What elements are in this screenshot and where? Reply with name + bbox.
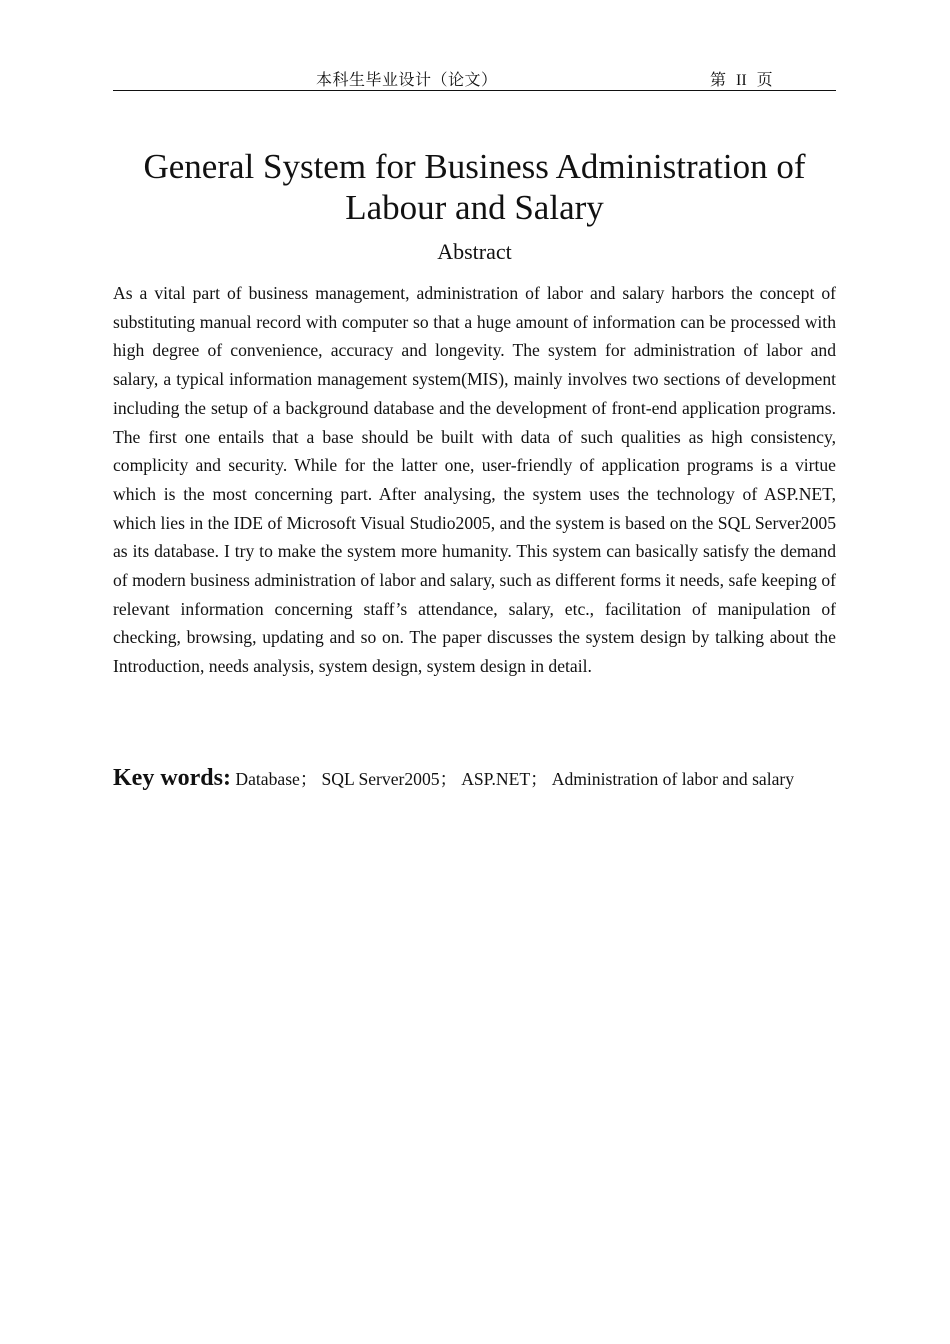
header-thesis-title: 本科生毕业设计（论文） [316, 72, 498, 89]
page-prefix: 第 [710, 72, 727, 89]
abstract-heading: Abstract [437, 239, 512, 264]
page-header [113, 66, 836, 91]
keyword-separator: ； [439, 769, 458, 789]
keyword: Administration of labor and salary [551, 769, 795, 789]
keyword: SQL Server2005 [321, 769, 440, 789]
page-suffix: 页 [756, 72, 773, 89]
document-title: General System for Business Administration of Labour and Salary [143, 147, 806, 227]
keyword: ASP.NET [461, 769, 531, 789]
keyword-separator: ； [530, 769, 548, 789]
abstract-body: As a vital part of business management, administration of labor and salary harbors the concept of substituting manual record with computer so that a huge amount of information can be processed with high degree of convenience, accuracy and longevity. The system for administration of labor and salary, a typical information management system(MIS), mainly involves two sections of development including the setup of a background database and the development of front-end application programs. The first one entails that a base should be built with data of such qualities as high consistency, complicity and security. While for the latter one, user-friendly of application programs is a virtue which is the most concerning part. After analysing, the system uses the technology of ASP.NET, which lies in the IDE of Microsoft Visual Studio2005, and the system is based on the SQL Server2005 as its database. I try to make the system more humanity. This system can basically satisfy the demand of modern business administration of labor and salary, such as different forms it needs, safe keeping of relevant information concerning staff’s attendance, salary, etc., facilitation of manipulation of checking, browsing, updating and so on. The paper discusses the system design by talking about the Introduction, needs analysis, system design, system design in detail. [113, 283, 836, 677]
page-number: II [736, 72, 747, 89]
keywords-line [113, 762, 843, 795]
keyword-separator: ； [299, 769, 318, 789]
header-page-number [710, 67, 783, 90]
keyword: Database [235, 769, 300, 789]
keywords-label: Key words: [113, 765, 231, 791]
